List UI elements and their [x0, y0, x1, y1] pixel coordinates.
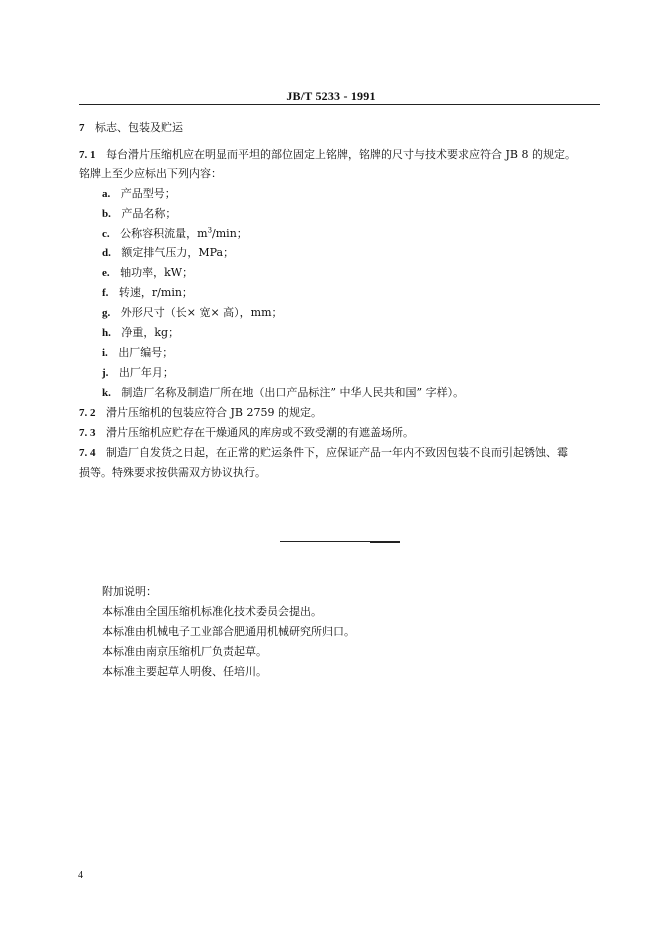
notes-heading: 附加说明：: [102, 585, 157, 598]
item-text: 公称容积流量，m: [120, 227, 208, 240]
clause-7-2: [79, 406, 322, 420]
end-of-standard-rule-accent: [370, 541, 400, 543]
item-text: 产品型号；: [120, 187, 176, 200]
clause-7-1-line2: 铭牌上至少应标出下列内容：: [79, 167, 222, 180]
list-item-a: [102, 187, 176, 201]
page-number: 4: [78, 870, 83, 881]
notes-line: 本标准由南京压缩机厂负责起草。: [102, 645, 267, 658]
item-letter: k.: [102, 387, 111, 399]
item-letter: j.: [102, 367, 109, 379]
list-item-f: [102, 286, 193, 300]
list-item-k: [102, 386, 464, 400]
item-text: 轴功率，kW；: [120, 266, 194, 279]
item-letter: a.: [102, 188, 111, 200]
clause-7-4-line1: [79, 446, 568, 460]
notes-line: 本标准由机械电子工业部合肥通用机械研究所归口。: [102, 625, 355, 638]
clause-7-4-line2: 损等。特殊要求按供需双方协议执行。: [79, 466, 266, 479]
item-letter: i.: [102, 347, 108, 359]
notes-line: 本标准由全国压缩机标准化技术委员会提出。: [102, 605, 322, 618]
clause-text: 每台滑片压缩机应在明显而平坦的部位固定上铭牌，铭牌的尺寸与技术要求应符合 JB 8 的规定。: [106, 148, 576, 161]
item-letter: c.: [102, 228, 110, 240]
clause-number: 7. 2: [79, 407, 96, 419]
section-title: 标志、包装及贮运: [95, 121, 183, 134]
item-text: 出厂年月；: [118, 366, 174, 379]
list-item-c: [102, 227, 248, 241]
list-item-j: [102, 366, 174, 380]
clause-7-1-line1: [79, 148, 576, 162]
item-text: 制造厂名称及制造厂所在地（出口产品标注” 中华人民共和国” 字样）。: [121, 386, 465, 399]
item-letter: g.: [102, 307, 111, 319]
document-header: JB/T 5233 - 1991: [286, 89, 376, 103]
superscript: 3: [207, 226, 213, 235]
item-letter: b.: [102, 208, 111, 220]
item-text: 额定排气压力，MPa；: [121, 246, 235, 259]
item-text: 净重，kg；: [121, 326, 180, 339]
list-item-e: [102, 266, 193, 280]
clause-number: 7. 3: [79, 427, 96, 439]
header-rule: [79, 104, 600, 105]
section-number: 7: [79, 122, 85, 134]
list-item-i: [102, 346, 173, 360]
list-item-g: [102, 306, 283, 320]
clause-text: 滑片压缩机的包装应符合 JB 2759 的规定。: [106, 406, 322, 419]
item-text: 外形尺寸（长× 宽× 高），mm；: [120, 306, 283, 319]
notes-line: 本标准主要起草人明俊、任培川。: [102, 665, 267, 678]
clause-text: 制造厂自发货之日起，在正常的贮运条件下，应保证产品一年内不致因包装不良而引起锈蚀、霉: [106, 446, 568, 459]
clause-7-3: [79, 426, 414, 440]
item-letter: e.: [102, 267, 110, 279]
list-item-b: [102, 207, 176, 221]
list-item-h: [102, 326, 179, 340]
item-text-unit: /min；: [212, 227, 248, 240]
item-text: 产品名称；: [121, 207, 177, 220]
item-letter: f.: [102, 287, 109, 299]
item-text: 转速，r/min；: [118, 286, 193, 299]
item-text: 出厂编号；: [118, 346, 174, 359]
item-letter: h.: [102, 327, 111, 339]
list-item-d: [102, 246, 234, 260]
clause-number: 7. 4: [79, 447, 96, 459]
clause-number: 7. 1: [79, 149, 96, 161]
section-heading: [79, 121, 183, 135]
item-letter: d.: [102, 247, 111, 259]
clause-text: 滑片压缩机应贮存在干燥通风的库房或不致受潮的有遮盖场所。: [106, 426, 414, 439]
